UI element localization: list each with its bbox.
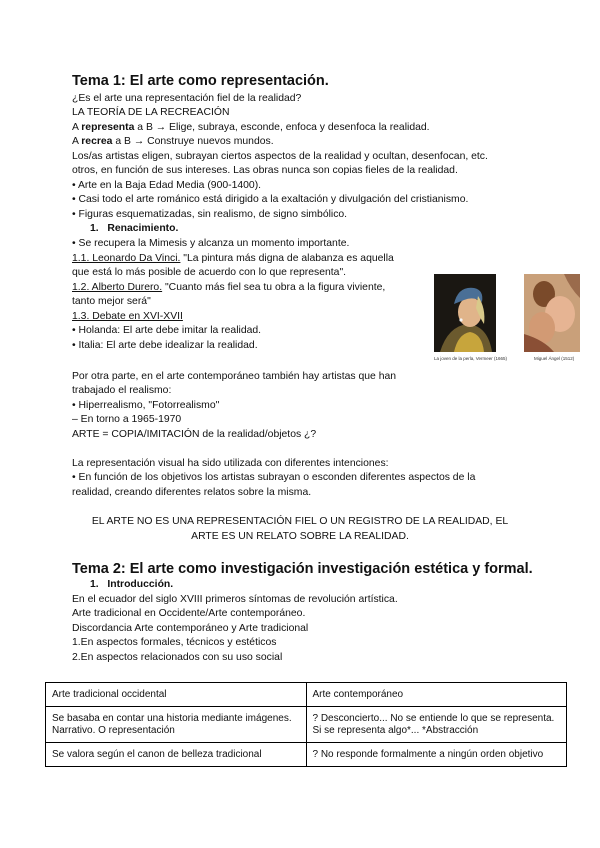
tema2-line-2: Arte tradicional en Occidente/Arte contemporáneo. bbox=[72, 608, 306, 619]
visual-line-3: realidad, creando diferentes relatos sobre la misma. bbox=[72, 487, 312, 498]
table-row bbox=[46, 743, 567, 767]
artists-line-2: otros, en función de sus intereses. Las obras nunca son copias fieles de la realidad. bbox=[72, 165, 458, 176]
debate-link[interactable]: 1.3. Debate en XVI-XVII bbox=[72, 311, 183, 322]
durero-quote-2: tanto mejor será" bbox=[72, 296, 151, 307]
tema1-title: Tema 1: El arte como representación. bbox=[72, 73, 329, 89]
section-title: Introducción. bbox=[107, 579, 174, 590]
comparison-table bbox=[45, 682, 567, 767]
section-renacimiento bbox=[90, 222, 178, 236]
table-cell: ? No responde formalmente a ningún orden objetivo bbox=[306, 743, 567, 767]
conclusion-line-2: ARTE ES UN RELATO SOBRE LA REALIDAD. bbox=[191, 531, 409, 542]
table-header-cell: Arte tradicional occidental bbox=[46, 683, 307, 707]
durero-line bbox=[72, 281, 385, 295]
recrea-text: a B → Construye nuevos mundos. bbox=[112, 136, 274, 147]
table-header-cell: Arte contemporáneo bbox=[306, 683, 567, 707]
visual-line-2: • En función de los objetivos los artistas subrayan o esconden diferentes aspectos de la bbox=[72, 472, 476, 483]
recrea-prefix: A bbox=[72, 136, 82, 147]
contemp-line-1: Por otra parte, en el arte contemporáneo también hay artistas que han bbox=[72, 371, 397, 382]
michelangelo-painting bbox=[524, 274, 580, 352]
leonardo-link[interactable]: 1.1. Leonardo Da Vinci. bbox=[72, 253, 181, 264]
vermeer-painting bbox=[434, 274, 496, 352]
bullet-mimesis: • Se recupera la Mimesis y alcanza un momento importante. bbox=[72, 238, 350, 249]
visual-line-1: La representación visual ha sido utilizada con diferentes intenciones: bbox=[72, 458, 389, 469]
table-cell: ? Desconcierto... No se entiende lo que se representa. Si se representa algo*... *Abstracción bbox=[306, 707, 567, 743]
bullet-baja-edad-media: • Arte en la Baja Edad Media (900-1400). bbox=[72, 180, 262, 191]
contemp-line-2: trabajado el realismo: bbox=[72, 385, 172, 396]
recrea-line bbox=[72, 135, 274, 149]
bullet-romanico: • Casi todo el arte románico está dirigido a la exaltación y divulgación del cristianismo. bbox=[72, 194, 469, 205]
section-number: 1. bbox=[90, 579, 99, 590]
table-row bbox=[46, 707, 567, 743]
tema2-title: Tema 2: El arte como investigación investigación estética y formal. bbox=[72, 561, 533, 577]
bullet-hiperrealismo: • Hiperrealismo, "Fotorrealismo" bbox=[72, 400, 220, 411]
recrea-keyword: recrea bbox=[81, 136, 113, 147]
represent-prefix: A bbox=[72, 122, 82, 133]
artists-line-1: Los/as artistas eligen, subrayan ciertos aspectos de la realidad y ocultan, desenfocan, etc. bbox=[72, 151, 488, 162]
tema2-line-3: Discordancia Arte contemporáneo y Arte tradicional bbox=[72, 623, 309, 634]
formula-line: ARTE = COPIA/IMITACIÓN de la realidad/objetos ¿? bbox=[72, 429, 317, 440]
represent-text: a B → Elige, subraya, esconde, enfoca y desenfoca la realidad. bbox=[134, 122, 430, 133]
bullet-figuras: • Figuras esquematizadas, sin realismo, de signo simbólico. bbox=[72, 209, 348, 220]
caption-miguel-angel: Miguel Ángel (1512) bbox=[534, 356, 575, 361]
leonardo-line bbox=[72, 252, 394, 266]
tema2-line-4: 1.En aspectos formales, técnicos y estéticos bbox=[72, 637, 277, 648]
durero-quote: "Cuanto más fiel sea tu obra a la figura viviente, bbox=[162, 282, 386, 293]
table-cell: Se basaba en contar una historia mediante imágenes. Narrativo. O representación bbox=[46, 707, 307, 743]
durero-link[interactable]: 1.2. Alberto Durero. bbox=[72, 282, 163, 293]
caption-vermeer: La joven de la perla, Vermeer (1665) bbox=[434, 356, 508, 361]
entorno-line: – En torno a 1965-1970 bbox=[72, 414, 182, 425]
teoria-heading: LA TEORÍA DE LA RECREACIÓN bbox=[72, 107, 230, 118]
leonardo-quote-2: que está lo más posible de acuerdo con lo que representa". bbox=[72, 267, 347, 278]
section-title: Renacimiento. bbox=[107, 223, 179, 234]
represent-keyword: representa bbox=[81, 122, 135, 133]
section-number: 1. bbox=[90, 223, 99, 234]
leonardo-quote: "La pintura más digna de alabanza es aquella bbox=[180, 253, 394, 264]
conclusion-line-1: EL ARTE NO ES UNA REPRESENTACIÓN FIEL O UN REGISTRO DE LA REALIDAD, EL bbox=[91, 516, 509, 527]
section-introduccion bbox=[90, 578, 173, 592]
tema2-line-1: En el ecuador del siglo XVIII primeros síntomas de revolución artística. bbox=[72, 594, 398, 605]
table-header-row bbox=[46, 683, 567, 707]
bullet-holanda: • Holanda: El arte debe imitar la realidad. bbox=[72, 325, 262, 336]
representa-line bbox=[72, 121, 430, 135]
tema2-line-5: 2.En aspectos relacionados con su uso social bbox=[72, 652, 283, 663]
tema1-question: ¿Es el arte una representación fiel de la realidad? bbox=[72, 93, 302, 104]
table-cell: Se valora según el canon de belleza tradicional bbox=[46, 743, 307, 767]
bullet-italia: • Italia: El arte debe idealizar la realidad. bbox=[72, 340, 258, 351]
